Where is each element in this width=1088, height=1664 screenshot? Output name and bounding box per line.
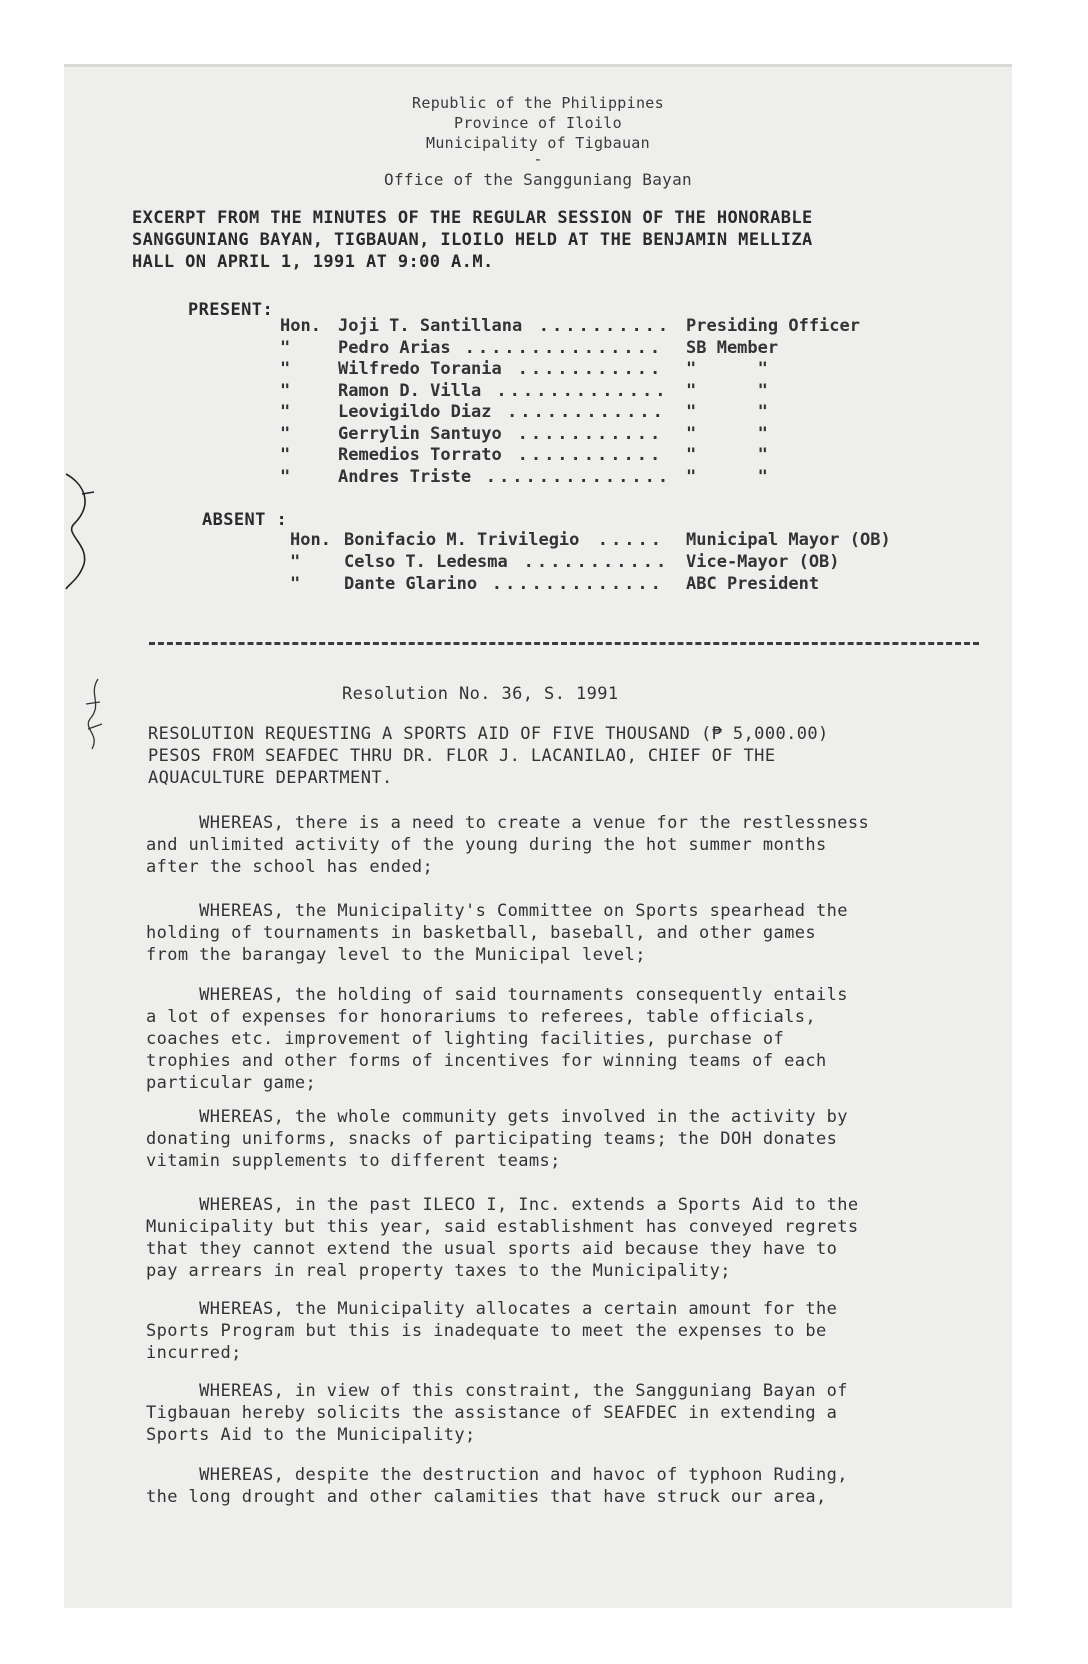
member-name: Gerrylin Santuyo: [338, 423, 502, 444]
absent-label: ABSENT :: [202, 510, 288, 530]
whereas-line: WHEREAS, the Municipality allocates a certain amount for the: [146, 1299, 838, 1319]
member-name: Ramon D. Villa: [338, 380, 482, 401]
whereas-line: trophies and other forms of incentives for winning teams of each: [146, 1051, 827, 1071]
whereas-line: Tigbauan hereby solicits the assistance of SEAFDEC in extending a: [146, 1403, 838, 1423]
member-prefix: ": [290, 552, 301, 572]
whereas-line: WHEREAS, the Municipality's Committee on Sports spearhead the: [146, 901, 848, 921]
member-role: " ": [686, 466, 768, 487]
whereas-line: the long drought and other calamities that have struck our area,: [146, 1487, 827, 1507]
header-republic: Republic of the Philippines: [412, 94, 664, 112]
member-prefix: ": [280, 337, 291, 358]
whereas-line: coaches etc. improvement of lighting facilities, purchase of: [146, 1029, 785, 1049]
whereas-line: and unlimited activity of the young during the hot summer months: [146, 835, 827, 855]
whereas-line: pay arrears in real property taxes to the Municipality;: [146, 1261, 731, 1281]
excerpt-line-2: SANGGUNIANG BAYAN, TIGBAUAN, ILOILO HELD AT THE BENJAMIN MELLIZA: [132, 230, 813, 250]
whereas-line: WHEREAS, the whole community gets involved in the activity by: [146, 1107, 848, 1127]
whereas-paragraph: [146, 812, 869, 878]
whereas-paragraph: [146, 900, 848, 966]
document-page: [64, 64, 1012, 1608]
member-prefix: ": [280, 445, 291, 465]
resolution-title-2: PESOS FROM SEAFDEC THRU DR. FLOR J. LACANILAO, CHIEF OF THE: [148, 746, 776, 766]
whereas-line: WHEREAS, there is a need to create a venue for the restlessness: [146, 813, 870, 833]
member-role: SB Member: [686, 337, 779, 358]
member-role: Presiding Officer: [686, 316, 860, 336]
whereas-line: Sports Program but this is inadequate to meet the expenses to be: [146, 1321, 827, 1341]
member-role: " ": [686, 380, 768, 401]
whereas-line: that they cannot extend the usual sports aid because they have to: [146, 1239, 838, 1259]
leader-dots: ...........: [517, 423, 664, 444]
whereas-line: from the barangay level to the Municipal level;: [146, 945, 646, 965]
header-province: Province of Iloilo: [454, 114, 622, 132]
member-role: " ": [686, 423, 768, 444]
header-separator: -: [533, 150, 543, 168]
whereas-line: Sports Aid to the Municipality;: [146, 1425, 476, 1445]
whereas-line: WHEREAS, the holding of said tournaments consequently entails: [146, 985, 848, 1005]
member-prefix: Hon.: [290, 530, 331, 550]
whereas-line: a lot of expenses for honorariums to referees, table officials,: [146, 1007, 816, 1027]
leader-dots: ............: [507, 402, 666, 422]
whereas-paragraph: [146, 1194, 859, 1282]
excerpt-line-1: EXCERPT FROM THE MINUTES OF THE REGULAR SESSION OF THE HONORABLE: [132, 208, 813, 228]
whereas-line: after the school has ended;: [146, 857, 434, 877]
leader-dots: ...........: [517, 445, 664, 465]
member-name: Celso T. Ledesma: [344, 552, 508, 572]
member-name: Pedro Arias: [338, 337, 451, 358]
whereas-line: particular game;: [146, 1073, 317, 1093]
member-role: ABC President: [686, 574, 820, 594]
member-role: " ": [686, 402, 768, 422]
member-name: Andres Triste: [338, 466, 472, 487]
whereas-line: WHEREAS, in view of this constraint, the Sangguniang Bayan of: [146, 1381, 848, 1401]
resolution-number: Resolution No. 36, S. 1991: [342, 684, 619, 704]
whereas-paragraph: [146, 984, 848, 1094]
member-prefix: ": [290, 574, 301, 594]
resolution-title-3: AQUACULTURE DEPARTMENT.: [148, 768, 393, 788]
present-label: PRESENT:: [188, 300, 274, 320]
whereas-line: vitamin supplements to different teams;: [146, 1151, 561, 1171]
member-name: Dante Glarino: [344, 574, 478, 594]
member-role: " ": [686, 445, 768, 465]
member-name: Bonifacio M. Trivilegio: [344, 530, 580, 550]
whereas-line: WHEREAS, in the past ILECO I, Inc. extends a Sports Aid to the: [146, 1195, 859, 1215]
resolution-title-1: RESOLUTION REQUESTING A SPORTS AID OF FIVE THOUSAND (₱ 5,000.00): [148, 724, 829, 744]
leader-dots: .............: [491, 574, 664, 594]
member-name: Joji T. Santillana: [338, 316, 523, 336]
member-name: Leovigildo Diaz: [338, 402, 492, 422]
whereas-line: Municipality but this year, said establishment has conveyed regrets: [146, 1217, 859, 1237]
initials-scribble: [78, 674, 108, 764]
member-prefix: ": [280, 380, 291, 401]
whereas-paragraph: [146, 1106, 848, 1172]
whereas-paragraph: [146, 1298, 837, 1364]
member-prefix: ": [280, 423, 291, 444]
member-role: " ": [686, 359, 768, 379]
member-role: Municipal Mayor (OB): [686, 530, 891, 550]
member-prefix: Hon.: [280, 316, 321, 336]
excerpt-line-3: HALL ON APRIL 1, 1991 AT 9:00 A.M.: [132, 252, 494, 272]
leader-dots: ..............: [485, 466, 672, 487]
whereas-line: incurred;: [146, 1343, 242, 1363]
whereas-line: holding of tournaments in basketball, baseball, and other games: [146, 923, 816, 943]
leader-dots: .....: [597, 530, 664, 550]
member-name: Remedios Torrato: [338, 445, 502, 465]
member-prefix: ": [280, 402, 291, 422]
leader-dots: ..........: [538, 316, 672, 336]
whereas-paragraph: [146, 1380, 848, 1446]
office-title: Office of the Sangguniang Bayan: [384, 170, 692, 189]
header-municipality: Municipality of Tigbauan: [426, 134, 650, 152]
whereas-line: donating uniforms, snacks of participating teams; the DOH donates: [146, 1129, 838, 1149]
whereas-paragraph: [146, 1464, 848, 1508]
leader-dots: ...........: [517, 359, 664, 379]
leader-dots: .............: [496, 380, 669, 401]
signature-scribble: [64, 464, 104, 594]
leader-dots: ...........: [523, 552, 670, 572]
section-divider: [149, 642, 979, 645]
whereas-line: WHEREAS, despite the destruction and havoc of typhoon Ruding,: [146, 1465, 848, 1485]
member-prefix: ": [280, 359, 291, 379]
member-name: Wilfredo Torania: [338, 359, 502, 379]
member-role: Vice-Mayor (OB): [686, 552, 840, 572]
member-prefix: ": [280, 466, 291, 487]
leader-dots: ...............: [464, 337, 664, 358]
